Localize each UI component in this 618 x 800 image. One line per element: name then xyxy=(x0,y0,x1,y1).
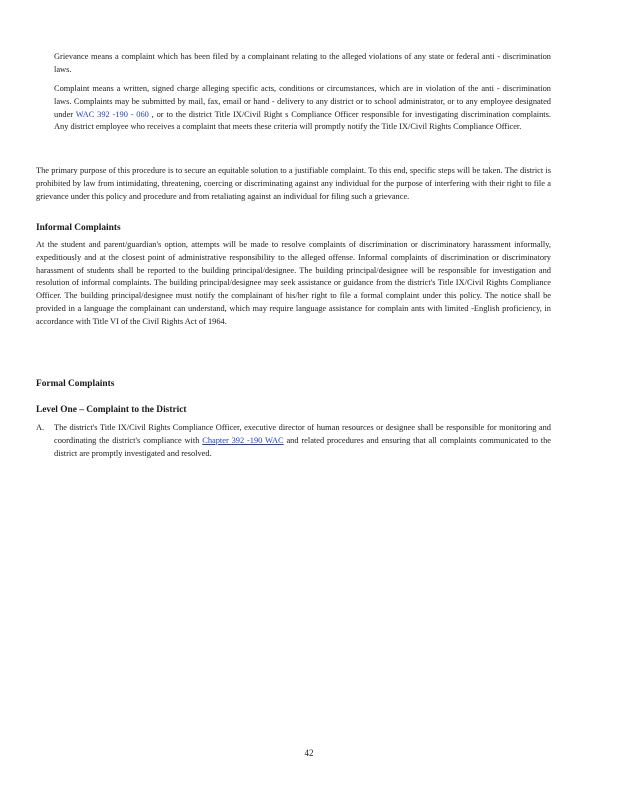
informal-complaints-paragraph xyxy=(36,239,551,329)
level-one-heading: Level One – Complaint to the District xyxy=(36,405,187,415)
level-one-text-end: and related procedures and ensuring that all complaints communicated to the district are promptly investigated and resolved. xyxy=(54,435,552,458)
list-item-marker: A. xyxy=(36,423,45,432)
page-number: 42 xyxy=(304,748,314,758)
definition-grievance xyxy=(54,51,551,77)
chapter-wac-link[interactable]: Chapter 392 -190 WAC xyxy=(202,435,284,445)
bullet-marker xyxy=(36,83,43,96)
purpose-paragraph-text: The primary purpose of this procedure is to secure an equitable solution to a justifiable complaint. To this end, specific steps will be taken. The district is prohibited by law from intimidating, threatening, coercing or discriminating against any individual for the purpose of interfering with their right to file a grievance under this policy and procedure and from retaliating against an individual for filing such a grievance. xyxy=(36,166,551,201)
definition-complaint-text-start: Complaint means a written, signed charge alleging specific acts, conditions or circumstances, which are in violation of the anti - discrimination laws. Complaints may be submitted by mail, fax, email or hand - delivery to any district or to school administrator, or to any employee designated under xyxy=(54,84,551,119)
level-one-text-start: The district's Title IX/Civil Rights Compliance Officer, executive director of human resources or designee shall be responsible for monitoring and coordinating the district's compliance with xyxy=(54,423,551,445)
formal-complaints-heading: Formal Complaints xyxy=(36,379,115,389)
definition-complaint-text-end: , or to the district Title IX/Civil Right s Compliance Officer responsible for investigating discrimination complaints. Any district employee who receives a complaint that meets these criteria will promptly notify the Title IX/Civil Rights Compliance Officer. xyxy=(54,109,551,132)
bullet-marker xyxy=(36,51,43,64)
definition-complaint xyxy=(54,83,551,134)
purpose-paragraph xyxy=(36,165,551,203)
informal-complaints-heading: Informal Complaints xyxy=(36,223,121,233)
wac-reference-link[interactable]: WAC 392 -190 - 060 xyxy=(75,109,149,119)
level-one-item-a xyxy=(54,422,551,460)
informal-complaints-text: At the student and parent/guardian's option, attempts will be made to resolve complaints of discrimination or discriminatory harassment informally, expeditiously and at the closest point of administrative responsibility to the alleged offense. Informal complaints of discrimination or discriminatory harassment of students shall be reported to the building principal/designee. The building principal/designee will be responsible for investigation and resolution of informal complaints. The building principal/designee may seek assistance or guidance from the district's Title IX/Civil Rights Compliance Officer. The building principal/designee must notify the complainant of his/her right to file a formal complaint under this policy. The notice shall be provided in a language the complainant can understand, which may require language assistance for complain ants with limited -English proficiency, in accordance with Title VI of the Civil Rights Act of 1964. xyxy=(36,240,551,326)
definition-grievance-text: Grievance means a complaint which has been filed by a complainant relating to the alleged violations of any state or federal anti - discrimination laws. xyxy=(54,52,551,74)
